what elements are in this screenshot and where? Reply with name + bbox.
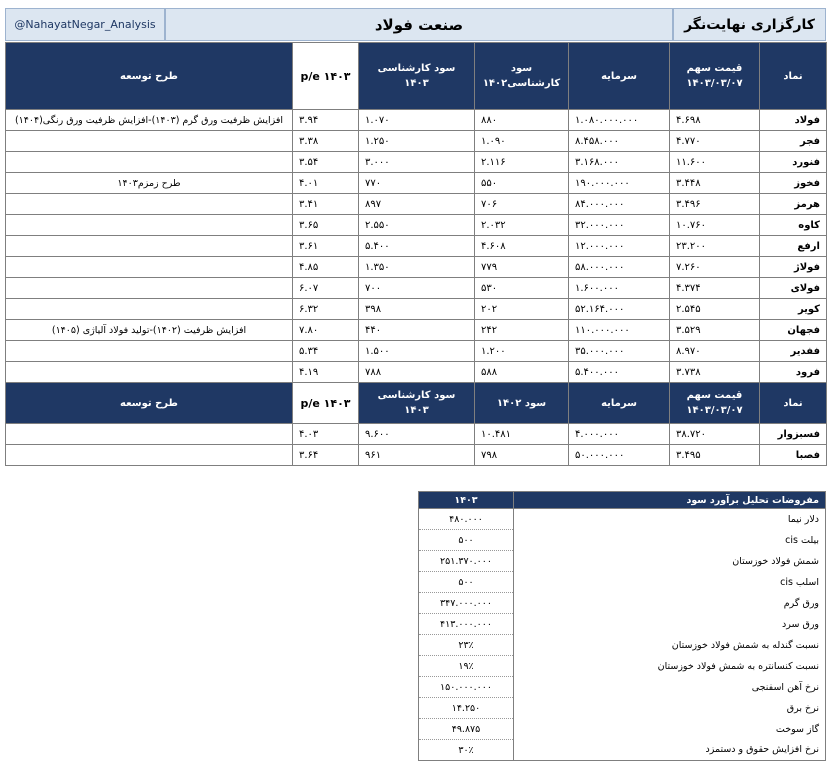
assumption-label: نرخ افزایش حقوق و دستمزد bbox=[514, 740, 826, 761]
assumption-label: اسلب cis bbox=[514, 572, 826, 593]
cell-eps1402: ۵۳۰ bbox=[475, 278, 569, 299]
assumption-label: ورق سرد bbox=[514, 614, 826, 635]
cell-plan bbox=[6, 215, 293, 236]
cell-price: ۳.۴۹۶ bbox=[670, 194, 760, 215]
assumption-value: ۱۹٪ bbox=[419, 656, 514, 677]
cell-plan bbox=[6, 341, 293, 362]
cell-capital: ۵۸.۰۰۰.۰۰۰ bbox=[569, 257, 670, 278]
cell-eps1403: ۷۷۰ bbox=[359, 173, 475, 194]
sub-table-header-row bbox=[6, 383, 827, 424]
cell-eps1402: ۲.۱۱۶ bbox=[475, 152, 569, 173]
header-eps1402: سود ۱۴۰۲ bbox=[475, 383, 569, 424]
table-row bbox=[6, 152, 827, 173]
assumption-row bbox=[419, 698, 826, 719]
cell-eps1402: ۷۷۹ bbox=[475, 257, 569, 278]
assumption-value: ۲۳٪ bbox=[419, 635, 514, 656]
cell-price: ۳.۴۹۵ bbox=[670, 445, 760, 466]
cell-symbol: فصبا bbox=[760, 445, 827, 466]
table-row bbox=[6, 236, 827, 257]
cell-eps1403: ۳۹۸ bbox=[359, 299, 475, 320]
cell-pe: ۳.۶۵ bbox=[293, 215, 359, 236]
cell-symbol: فولای bbox=[760, 278, 827, 299]
assumption-value: ۲۵۱.۳۷۰.۰۰۰ bbox=[419, 551, 514, 572]
header-pe: p/e ۱۴۰۳ bbox=[293, 43, 359, 110]
assumption-row bbox=[419, 530, 826, 551]
cell-eps1403: ۱.۰۷۰ bbox=[359, 110, 475, 131]
assumption-label: نسبت کنسانتره به شمش فولاد خوزستان bbox=[514, 656, 826, 677]
cell-plan bbox=[6, 362, 293, 383]
header-eps1402: سود کارشناسی۱۴۰۲ bbox=[475, 43, 569, 110]
assumption-value: ۵۰۰ bbox=[419, 530, 514, 551]
cell-pe: ۳.۶۴ bbox=[293, 445, 359, 466]
assumption-row bbox=[419, 593, 826, 614]
cell-symbol: فجر bbox=[760, 131, 827, 152]
cell-plan bbox=[6, 131, 293, 152]
cell-eps1402: ۸۸۰ bbox=[475, 110, 569, 131]
main-table-header-row bbox=[6, 43, 827, 110]
cell-symbol: ففدیر bbox=[760, 341, 827, 362]
cell-price: ۴.۳۷۴ bbox=[670, 278, 760, 299]
cell-plan: افزایش ظرفیت ورق گرم (۱۴۰۳)-افزایش ظرفیت ورق رنگی(۱۴۰۴) bbox=[6, 110, 293, 131]
cell-eps1403: ۱.۳۵۰ bbox=[359, 257, 475, 278]
cell-price: ۱۰.۷۶۰ bbox=[670, 215, 760, 236]
cell-pe: ۳.۳۸ bbox=[293, 131, 359, 152]
cell-plan bbox=[6, 278, 293, 299]
cell-eps1403: ۱.۵۰۰ bbox=[359, 341, 475, 362]
cell-eps1403: ۳.۰۰۰ bbox=[359, 152, 475, 173]
table-row bbox=[6, 424, 827, 445]
cell-price: ۷.۲۶۰ bbox=[670, 257, 760, 278]
assumption-label: نرخ برق bbox=[514, 698, 826, 719]
cell-capital: ۵۰.۰۰۰.۰۰۰ bbox=[569, 445, 670, 466]
cell-pe: ۴.۸۵ bbox=[293, 257, 359, 278]
header-price: قیمت سهم ۱۴۰۳/۰۳/۰۷ bbox=[670, 43, 760, 110]
cell-pe: ۴.۰۱ bbox=[293, 173, 359, 194]
assumption-value: ۳۰٪ bbox=[419, 740, 514, 761]
assumption-value: ۴۱۳.۰۰۰.۰۰۰ bbox=[419, 614, 514, 635]
cell-price: ۳.۴۴۸ bbox=[670, 173, 760, 194]
cell-pe: ۳.۶۱ bbox=[293, 236, 359, 257]
cell-plan bbox=[6, 236, 293, 257]
cell-symbol: فولاژ bbox=[760, 257, 827, 278]
header-capital: سرمایه bbox=[569, 43, 670, 110]
cell-plan bbox=[6, 257, 293, 278]
cell-capital: ۴.۰۰۰.۰۰۰ bbox=[569, 424, 670, 445]
cell-symbol: فسبزوار bbox=[760, 424, 827, 445]
cell-plan bbox=[6, 445, 293, 466]
cell-eps1402: ۱.۰۹۰ bbox=[475, 131, 569, 152]
assumption-value: ۱۴.۲۵۰ bbox=[419, 698, 514, 719]
header-plan: طرح توسعه bbox=[6, 43, 293, 110]
cell-pe: ۷.۸۰ bbox=[293, 320, 359, 341]
assumptions-title: مفروضات تحلیل برآورد سود bbox=[514, 492, 826, 509]
cell-symbol: فولاد bbox=[760, 110, 827, 131]
assumption-label: نرخ آهن اسفنجی bbox=[514, 677, 826, 698]
cell-pe: ۳.۵۴ bbox=[293, 152, 359, 173]
cell-price: ۲۳.۲۰۰ bbox=[670, 236, 760, 257]
cell-capital: ۳.۱۶۸.۰۰۰ bbox=[569, 152, 670, 173]
assumption-label: دلار نیما bbox=[514, 509, 826, 530]
cell-capital: ۱.۶۰۰.۰۰۰ bbox=[569, 278, 670, 299]
cell-plan bbox=[6, 194, 293, 215]
assumption-value: ۵۰۰ bbox=[419, 572, 514, 593]
assumption-label: بیلت cis bbox=[514, 530, 826, 551]
cell-eps1402: ۷۹۸ bbox=[475, 445, 569, 466]
assumption-label: نسبت گندله به شمش فولاد خوزستان bbox=[514, 635, 826, 656]
cell-symbol: کاوه bbox=[760, 215, 827, 236]
cell-symbol: فنورد bbox=[760, 152, 827, 173]
cell-symbol: ارفع bbox=[760, 236, 827, 257]
assumption-row bbox=[419, 677, 826, 698]
cell-eps1403: ۲.۵۵۰ bbox=[359, 215, 475, 236]
header-capital: سرمایه bbox=[569, 383, 670, 424]
cell-eps1402: ۷۰۶ bbox=[475, 194, 569, 215]
cell-capital: ۸.۴۵۸.۰۰۰ bbox=[569, 131, 670, 152]
header-eps1403: سود کارشناسی ۱۴۰۳ bbox=[359, 383, 475, 424]
table-row bbox=[6, 445, 827, 466]
header-symbol: نماد bbox=[760, 43, 827, 110]
header-price: قیمت سهم ۱۴۰۳/۰۳/۰۷ bbox=[670, 383, 760, 424]
cell-plan bbox=[6, 152, 293, 173]
cell-capital: ۳۲.۰۰۰.۰۰۰ bbox=[569, 215, 670, 236]
table-row bbox=[6, 320, 827, 341]
cell-price: ۴.۷۷۰ bbox=[670, 131, 760, 152]
cell-price: ۱۱.۶۰۰ bbox=[670, 152, 760, 173]
cell-pe: ۶.۳۲ bbox=[293, 299, 359, 320]
table-row bbox=[6, 173, 827, 194]
cell-eps1403: ۹.۶۰۰ bbox=[359, 424, 475, 445]
assumption-value: ۴۹.۸۷۵ bbox=[419, 719, 514, 740]
cell-eps1402: ۵۵۰ bbox=[475, 173, 569, 194]
cell-price: ۲.۵۴۵ bbox=[670, 299, 760, 320]
cell-eps1403: ۱.۲۵۰ bbox=[359, 131, 475, 152]
cell-pe: ۶.۰۷ bbox=[293, 278, 359, 299]
cell-eps1403: ۸۹۷ bbox=[359, 194, 475, 215]
table-row bbox=[6, 131, 827, 152]
assumption-row bbox=[419, 572, 826, 593]
steel-industry-table bbox=[5, 42, 827, 466]
assumption-row bbox=[419, 740, 826, 761]
assumption-row bbox=[419, 614, 826, 635]
cell-symbol: فرود bbox=[760, 362, 827, 383]
assumption-row bbox=[419, 509, 826, 530]
cell-plan: طرح زمزم۱۴۰۳ bbox=[6, 173, 293, 194]
cell-symbol: هرمز bbox=[760, 194, 827, 215]
table-row bbox=[6, 215, 827, 236]
assumption-row bbox=[419, 719, 826, 740]
cell-price: ۴.۶۹۸ bbox=[670, 110, 760, 131]
table-row bbox=[6, 194, 827, 215]
cell-eps1402: ۱.۲۰۰ bbox=[475, 341, 569, 362]
cell-eps1402: ۲۴۲ bbox=[475, 320, 569, 341]
cell-pe: ۴.۱۹ bbox=[293, 362, 359, 383]
assumptions-header-row bbox=[419, 492, 826, 509]
assumption-value: ۴۸۰.۰۰۰ bbox=[419, 509, 514, 530]
cell-price: ۳.۵۲۹ bbox=[670, 320, 760, 341]
table-row bbox=[6, 257, 827, 278]
assumption-label: گاز سوخت bbox=[514, 719, 826, 740]
assumption-value: ۳۴۷.۰۰۰.۰۰۰ bbox=[419, 593, 514, 614]
page-title: صنعت فولاد bbox=[165, 8, 673, 41]
cell-plan: افزایش ظرفیت (۱۴۰۲)-تولید فولاد آلیاژی (۱۴۰۵) bbox=[6, 320, 293, 341]
table-row bbox=[6, 110, 827, 131]
cell-eps1403: ۷۰۰ bbox=[359, 278, 475, 299]
cell-eps1402: ۴.۶۰۸ bbox=[475, 236, 569, 257]
cell-price: ۳.۷۳۸ bbox=[670, 362, 760, 383]
cell-capital: ۸۴.۰۰۰.۰۰۰ bbox=[569, 194, 670, 215]
cell-eps1403: ۵.۴۰۰ bbox=[359, 236, 475, 257]
table-row bbox=[6, 341, 827, 362]
assumption-label: ورق گرم bbox=[514, 593, 826, 614]
cell-eps1403: ۴۴۰ bbox=[359, 320, 475, 341]
header-symbol: نماد bbox=[760, 383, 827, 424]
cell-capital: ۱۹۰.۰۰۰.۰۰۰ bbox=[569, 173, 670, 194]
table-row bbox=[6, 278, 827, 299]
cell-eps1403: ۹۶۱ bbox=[359, 445, 475, 466]
cell-capital: ۱.۰۸۰.۰۰۰.۰۰۰ bbox=[569, 110, 670, 131]
table-row bbox=[6, 362, 827, 383]
assumption-row bbox=[419, 656, 826, 677]
broker-name: کارگزاری نهایت‌نگر bbox=[673, 8, 826, 41]
assumption-value: ۱۵۰.۰۰۰.۰۰۰ bbox=[419, 677, 514, 698]
cell-eps1403: ۷۸۸ bbox=[359, 362, 475, 383]
cell-price: ۳۸.۷۲۰ bbox=[670, 424, 760, 445]
assumptions-table bbox=[418, 491, 826, 761]
assumption-label: شمش فولاد خوزستان bbox=[514, 551, 826, 572]
cell-symbol: فجهان bbox=[760, 320, 827, 341]
cell-capital: ۳۵.۰۰۰.۰۰۰ bbox=[569, 341, 670, 362]
channel-handle: @NahayatNegar_Analysis bbox=[5, 8, 165, 41]
assumptions-year: ۱۴۰۳ bbox=[419, 492, 514, 509]
cell-eps1402: ۵۸۸ bbox=[475, 362, 569, 383]
cell-plan bbox=[6, 299, 293, 320]
cell-symbol: کویر bbox=[760, 299, 827, 320]
header-plan: طرح توسعه bbox=[6, 383, 293, 424]
table-row bbox=[6, 299, 827, 320]
cell-plan bbox=[6, 424, 293, 445]
assumption-row bbox=[419, 551, 826, 572]
cell-pe: ۳.۹۴ bbox=[293, 110, 359, 131]
cell-eps1402: ۲.۰۳۲ bbox=[475, 215, 569, 236]
cell-pe: ۳.۴۱ bbox=[293, 194, 359, 215]
cell-eps1402: ۱۰.۴۸۱ bbox=[475, 424, 569, 445]
cell-pe: ۵.۳۴ bbox=[293, 341, 359, 362]
header-eps1403: سود کارشناسی ۱۴۰۳ bbox=[359, 43, 475, 110]
cell-capital: ۵.۴۰۰.۰۰۰ bbox=[569, 362, 670, 383]
cell-capital: ۱۱۰.۰۰۰.۰۰۰ bbox=[569, 320, 670, 341]
cell-capital: ۱۲.۰۰۰.۰۰۰ bbox=[569, 236, 670, 257]
cell-pe: ۴.۰۳ bbox=[293, 424, 359, 445]
cell-eps1402: ۲۰۲ bbox=[475, 299, 569, 320]
cell-price: ۸.۹۷۰ bbox=[670, 341, 760, 362]
cell-capital: ۵۲.۱۶۴.۰۰۰ bbox=[569, 299, 670, 320]
cell-symbol: فخوز bbox=[760, 173, 827, 194]
assumption-row bbox=[419, 635, 826, 656]
header-pe: p/e ۱۴۰۳ bbox=[293, 383, 359, 424]
